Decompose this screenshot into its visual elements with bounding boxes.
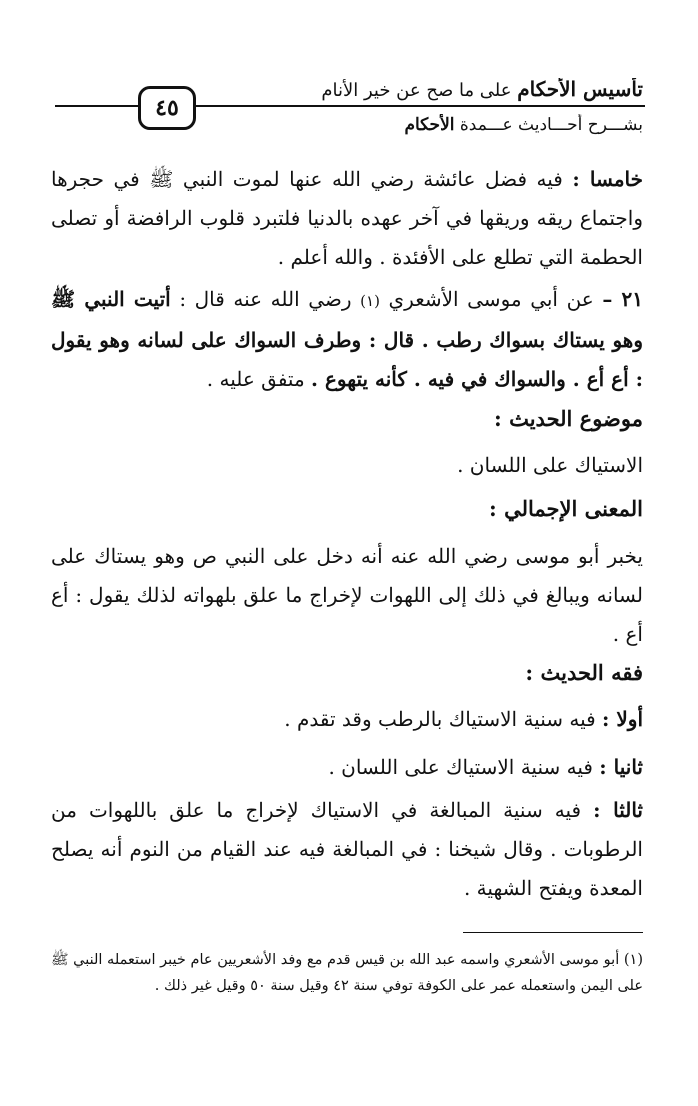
fiqh-item-label: أولا : — [602, 707, 643, 731]
topic-text: الاستياك على اللسان . — [457, 453, 643, 477]
fiqh-item-third — [51, 791, 643, 908]
point-label: خامسا : — [572, 167, 644, 191]
hadith-number: ٢١ – — [602, 287, 643, 311]
hadith-intro-rest: رضي الله عنه قال : — [170, 287, 361, 311]
book-title — [213, 78, 643, 102]
topic-heading: موضوع الحديث : — [494, 406, 643, 431]
footnote-reference: (١) — [360, 292, 380, 310]
book-subtitle — [323, 114, 643, 136]
book-title-bold: تأسيس الأحكام — [517, 78, 643, 101]
hadith-paragraph — [51, 280, 643, 399]
fiqh-item-text: فيه سنية المبالغة في الاستياك لإخراج ما علق باللهوات من الرطوبات . وقال شيخنا : في المبالغة فيه عند القيام من النوم أنه يصلح المعدة ويفتح الشهية . — [51, 798, 643, 900]
point-text: فيه فضل عائشة رضي الله عنها لموت النبي ﷺ في حجرها واجتماع ريقه وريقها في آخر عهده بالدنيا فلتبرد قلوب الرافضة أو تصلى الحطمة التي تطلع على الأفئدة . والله أعلم . — [51, 167, 643, 269]
fiqh-item-text: فيه سنية الاستياك بالرطب وقد تقدم . — [284, 707, 603, 731]
fiqh-item-first — [51, 704, 643, 734]
fiqh-item-label: ثالثا : — [593, 798, 643, 822]
footnote-divider — [463, 932, 643, 933]
paragraph-fifth-point — [51, 160, 643, 277]
meaning-text: يخبر أبو موسى رضي الله عنه أنه دخل على النبي ص وهو يستاك على لسانه ويبالغ في ذلك إلى اللهوات لإخراج ما علق بلهواته لذلك يقول : أع أع . — [51, 544, 643, 646]
book-title-rest: على ما صح عن خير الأنام — [321, 80, 518, 101]
fiqh-item-label: ثانيا : — [599, 755, 643, 779]
hadith-intro: عن أبي موسى الأشعري — [379, 287, 603, 311]
footnote-text: (١) أبو موسى الأشعري واسمه عبد الله بن قيس قدم مع وفد الأشعريين عام خيبر استعمله النبي ﷺ على اليمن واستعمله عمر على الكوفة توفي سنة ٤٢ وقيل سنة ٥٠ وقيل غير ذلك . — [51, 952, 643, 994]
subtitle-bold: الأحكام — [404, 115, 455, 135]
page-number: ٤٥ — [138, 86, 196, 130]
subtitle-prefix: بشـــرح أحـــاديث عـــمدة — [454, 115, 643, 135]
fiqh-heading: فقه الحديث : — [525, 660, 643, 685]
hadith-source: متفق عليه . — [206, 367, 312, 391]
fiqh-item-text: فيه سنية الاستياك على اللسان . — [328, 755, 600, 779]
hadith-text: أتيت النبي ﷺ وهو يستاك بسواك رطب . قال : وطرف السواك على لسانه وهو يقول : أع أع . والسواك في فيه . كأنه يتهوع . — [51, 287, 643, 391]
fiqh-item-second — [51, 752, 643, 782]
meaning-heading: المعنى الإجمالي : — [489, 496, 643, 521]
